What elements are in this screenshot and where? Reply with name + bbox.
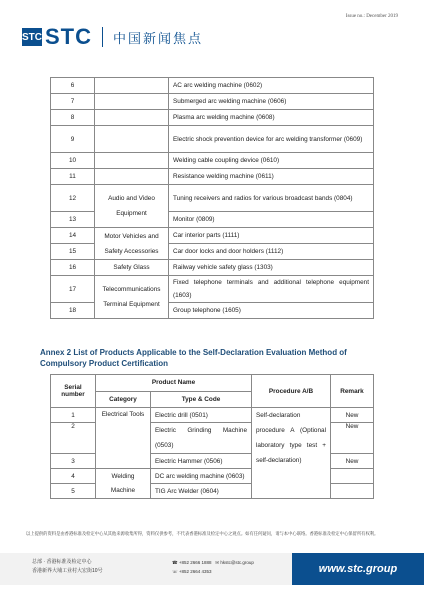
row-number: 4 [51,469,96,484]
table-header-row [51,375,374,392]
category-cell [95,94,169,110]
remark-cell: New [331,454,374,469]
procedure-header: Procedure A/B [252,375,331,408]
row-number: 7 [51,94,95,110]
row-number: 10 [51,153,95,169]
footer-contact [172,558,254,576]
website-link[interactable]: www.stc.group [292,553,424,585]
row-number: 13 [51,212,95,228]
category-cell: Welding Machine [96,469,151,499]
email-icon: ✉ [215,560,221,565]
table-row [51,94,374,110]
row-number: 15 [51,244,95,260]
category-cell [95,110,169,126]
category-cell [95,78,169,94]
row-number: 9 [51,126,95,153]
category-cell [95,169,169,185]
row-number: 6 [51,78,95,94]
issue-number: Issue no.: December 2019 [345,14,398,19]
table-row [51,228,374,244]
product-cell: Group telephone (1605) [169,303,374,319]
remark-cell [331,484,374,499]
remark-cell: New [331,423,374,454]
type-cell: Electric Grinding Machine (0503) [151,423,252,454]
category-header: Category [96,391,151,408]
product-cell: Car door locks and door holders (1112) [169,244,374,260]
category-cell: Electrical Tools [96,408,151,469]
header-divider [102,27,103,47]
fax-icon: ☏ [172,569,179,574]
row-number: 17 [51,276,95,303]
org-name: 总部 · 香港标准及检定中心 [32,559,92,565]
table-row [51,78,374,94]
remark-header: Remark [331,375,374,408]
category-cell: Audio and Video Equipment [95,185,169,228]
footer-address [32,558,103,576]
remark-cell: New [331,408,374,423]
email-link[interactable]: hkstc@stc.group [220,560,254,565]
table-row [51,169,374,185]
remark-cell [331,469,374,484]
product-cell: Railway vehicle safety glass (1303) [169,260,374,276]
category-cell: Motor Vehicles and Safety Accessories [95,228,169,260]
table-row [51,126,374,153]
product-cell: Monitor (0809) [169,212,374,228]
footer-disclaimer: 以上提供的资料是由香港标准及检定中心从其他来源收集所得，资料仅供参考，不代表香港标准及检定中心之观点。如有任何疑问，请与本中心联络。香港标准及检定中心保留所有权利。 [26,531,379,536]
type-cell: Electric drill (0501) [151,408,252,423]
product-cell: Electric shock prevention device for arc welding transformer (0609) [169,126,374,153]
logo-text: STC [45,24,92,49]
product-cell: Car interior parts (1111) [169,228,374,244]
product-table-continued [50,77,374,319]
type-cell: TIG Arc Welder (0604) [151,484,252,499]
type-header: Type & Code [151,391,252,408]
table-row [51,276,374,303]
row-number: 12 [51,185,95,212]
product-cell: Plasma arc welding machine (0608) [169,110,374,126]
table-row [51,185,374,212]
header-title: 中国新闻焦点 [113,30,204,46]
category-cell [95,153,169,169]
table-row [51,260,374,276]
self-declaration-table [50,374,374,499]
serial-header: Serial number [51,375,96,408]
table-row [51,153,374,169]
row-number: 11 [51,169,95,185]
row-number: 8 [51,110,95,126]
product-name-header: Product Name [96,375,252,392]
annex-title: Annex 2 List of Products Applicable to the Self-Declaration Evaluation Method of Compulsory Product Certification [40,348,347,368]
procedure-cell: Self-declaration procedure A (Optional laboratory type test + self-declaration) [252,408,331,499]
product-cell: Resistance welding machine (0611) [169,169,374,185]
phone-icon: ☎ [172,560,179,565]
table-row [51,408,374,423]
product-cell: Welding cable coupling device (0610) [169,153,374,169]
product-cell: Tuning receivers and radios for various broadcast bands (0804) [169,185,374,212]
row-number: 3 [51,454,96,469]
type-cell: DC arc welding machine (0603) [151,469,252,484]
fax-number: +852 2664 4353 [178,569,212,574]
table-row [51,110,374,126]
product-cell: Submerged arc welding machine (0606) [169,94,374,110]
row-number: 14 [51,228,95,244]
row-number: 5 [51,484,96,499]
row-number: 16 [51,260,95,276]
category-cell: Telecommunications Terminal Equipment [95,276,169,319]
category-cell: Safety Glass [95,260,169,276]
stc-logo-icon: STC [22,28,42,46]
org-address: 香港新界大埔工业村大宏街10号 [32,568,103,574]
row-number: 18 [51,303,95,319]
type-cell: Electric Hammer (0506) [151,454,252,469]
phone-number: +852 2666 1888 [178,560,212,565]
product-cell: AC arc welding machine (0602) [169,78,374,94]
category-cell [95,126,169,153]
header-logo [22,24,203,50]
row-number: 1 [51,408,96,423]
product-cell: Fixed telephone terminals and additional telephone equipment (1603) [169,276,374,303]
row-number: 2 [51,423,96,454]
